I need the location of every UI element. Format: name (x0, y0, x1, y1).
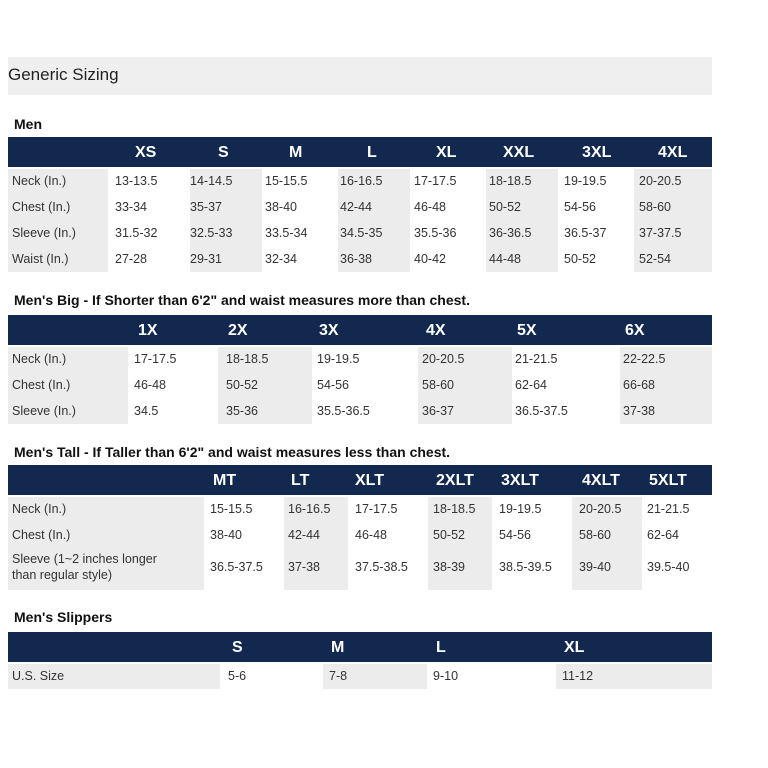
size-value: 17-17.5 (414, 174, 457, 188)
size-value: 62-64 (647, 528, 679, 542)
size-value: 54-56 (317, 378, 349, 392)
size-value: 37.5-38.5 (355, 560, 408, 574)
men-size-header: L (367, 144, 377, 161)
size-value: 34.5-35 (340, 226, 383, 240)
tall-header-row (8, 465, 712, 495)
big-size-header: 1X (138, 322, 158, 339)
size-value: 66-68 (623, 378, 655, 392)
size-value: 36-38 (340, 252, 372, 266)
men-size-header: S (218, 144, 229, 161)
size-value: 35-37 (190, 200, 222, 214)
big-header-row (8, 315, 712, 345)
row-label: Waist (In.) (12, 252, 69, 266)
size-value: 36-36.5 (489, 226, 532, 240)
size-value: 33.5-34 (265, 226, 308, 240)
size-value: 40-42 (414, 252, 446, 266)
men-size-header: 3XL (582, 144, 612, 161)
men-size-header: XL (436, 144, 457, 161)
size-value: 46-48 (355, 528, 387, 542)
size-value: 27-28 (115, 252, 147, 266)
size-value: 31.5-32 (115, 226, 158, 240)
big-size-header: 4X (426, 322, 446, 339)
size-value: 42-44 (340, 200, 372, 214)
size-value: 37-38 (623, 404, 655, 418)
size-value: 14-14.5 (190, 174, 233, 188)
section-label-men: Men (14, 116, 42, 132)
section-label-big: Men's Big - If Shorter than 6'2" and waist measures more than chest. (14, 292, 470, 308)
size-value: 19-19.5 (499, 502, 542, 516)
size-value: 58-60 (579, 528, 611, 542)
title-bar (8, 57, 712, 95)
big-table-body (8, 347, 712, 424)
size-value: 17-17.5 (134, 352, 177, 366)
size-value: 62-64 (515, 378, 547, 392)
size-value: 35.5-36 (414, 226, 457, 240)
size-value: 39.5-40 (647, 560, 690, 574)
tall-size-header: XLT (355, 472, 385, 489)
men-size-header: XS (135, 144, 157, 161)
size-value: 29-31 (190, 252, 222, 266)
size-value: 7-8 (329, 669, 348, 683)
men-header-row (8, 137, 712, 167)
row-label: Sleeve (In.) (12, 404, 76, 418)
size-value: 22-22.5 (623, 352, 666, 366)
size-value: 46-48 (414, 200, 446, 214)
section-label-slippers: Men's Slippers (14, 609, 113, 625)
size-value: 15-15.5 (265, 174, 308, 188)
tall-size-header: 4XLT (582, 472, 620, 489)
tall-size-header: LT (291, 472, 310, 489)
size-value: 36.5-37.5 (210, 560, 263, 574)
tall-size-header: MT (213, 472, 237, 489)
size-value: 20-20.5 (422, 352, 465, 366)
size-value: 21-21.5 (515, 352, 558, 366)
size-value: 38-40 (265, 200, 297, 214)
size-value: 34.5 (134, 404, 159, 418)
size-value: 50-52 (433, 528, 465, 542)
size-value: 18-18.5 (489, 174, 532, 188)
slippers-header-row (8, 632, 712, 662)
size-value: 13-13.5 (115, 174, 158, 188)
size-value: 33-34 (115, 200, 147, 214)
size-value: 58-60 (422, 378, 454, 392)
size-value: 38-39 (433, 560, 465, 574)
section-label-tall: Men's Tall - If Taller than 6'2" and waist measures less than chest. (14, 444, 451, 460)
slippers-size-header: XL (564, 639, 585, 656)
men-size-header: 4XL (658, 144, 688, 161)
men-size-header: M (289, 144, 303, 161)
row-label: Chest (In.) (12, 528, 71, 542)
size-value: 44-48 (489, 252, 521, 266)
row-label: Neck (In.) (12, 352, 67, 366)
row-label: Neck (In.) (12, 174, 67, 188)
tall-size-header: 2XLT (436, 472, 474, 489)
size-value: 5-6 (228, 669, 247, 683)
tall-size-header: 3XLT (501, 472, 539, 489)
men-size-header: XXL (503, 144, 535, 161)
men-table-body (8, 169, 712, 272)
size-value: 32.5-33 (190, 226, 233, 240)
size-value: 37-38 (288, 560, 320, 574)
slippers-size-header: M (331, 639, 345, 656)
row-label: than regular style) (12, 568, 113, 582)
size-value: 50-52 (226, 378, 258, 392)
size-value: 18-18.5 (433, 502, 476, 516)
size-value: 42-44 (288, 528, 320, 542)
size-value: 11-12 (562, 669, 594, 683)
slippers-table-body (8, 664, 712, 689)
size-value: 35-36 (226, 404, 258, 418)
size-value: 54-56 (499, 528, 531, 542)
row-label: Sleeve (1~2 inches longer (12, 552, 157, 566)
size-value: 46-48 (134, 378, 166, 392)
size-value: 52-54 (639, 252, 671, 266)
row-label: Neck (In.) (12, 502, 67, 516)
size-value: 18-18.5 (226, 352, 269, 366)
size-value: 21-21.5 (647, 502, 690, 516)
big-size-header: 6X (625, 322, 645, 339)
slippers-size-header: L (436, 639, 446, 656)
size-value: 35.5-36.5 (317, 404, 370, 418)
size-value: 38.5-39.5 (499, 560, 552, 574)
slippers-size-header: S (232, 639, 243, 656)
size-value: 36.5-37 (564, 226, 607, 240)
row-label: Chest (In.) (12, 378, 71, 392)
page-title: Generic Sizing (8, 65, 119, 84)
row-label: U.S. Size (12, 669, 65, 683)
size-value: 16-16.5 (340, 174, 383, 188)
size-value: 16-16.5 (288, 502, 331, 516)
size-value: 20-20.5 (639, 174, 682, 188)
row-label: Chest (In.) (12, 200, 71, 214)
size-value: 38-40 (210, 528, 242, 542)
size-value: 20-20.5 (579, 502, 622, 516)
big-size-header: 3X (319, 322, 339, 339)
size-value: 17-17.5 (355, 502, 398, 516)
size-value: 54-56 (564, 200, 596, 214)
tall-table-body (8, 497, 712, 590)
big-size-header: 2X (228, 322, 248, 339)
size-value: 50-52 (564, 252, 596, 266)
size-value: 19-19.5 (564, 174, 607, 188)
row-label: Sleeve (In.) (12, 226, 76, 240)
size-value: 15-15.5 (210, 502, 253, 516)
size-value: 37-37.5 (639, 226, 682, 240)
size-value: 32-34 (265, 252, 297, 266)
big-size-header: 5X (517, 322, 537, 339)
tall-size-header: 5XLT (649, 472, 687, 489)
size-value: 9-10 (433, 669, 459, 683)
size-value: 36-37 (422, 404, 454, 418)
size-value: 36.5-37.5 (515, 404, 568, 418)
size-value: 19-19.5 (317, 352, 360, 366)
size-value: 39-40 (579, 560, 611, 574)
size-value: 50-52 (489, 200, 521, 214)
size-value: 58-60 (639, 200, 671, 214)
